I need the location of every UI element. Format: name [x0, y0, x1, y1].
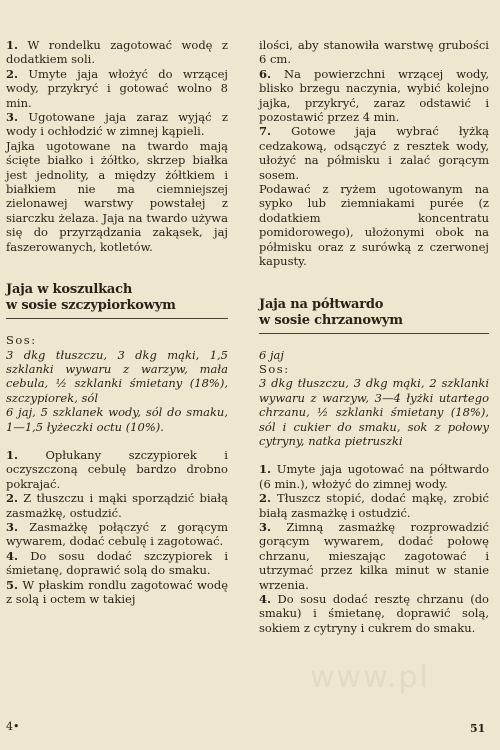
recipe-step-3: 3. Zasmażkę połączyć z gorącym wywarem, dodać cebulę i zagotować. — [6, 519, 228, 549]
recipe-step-6: 6. Na powierzchni wrzącej wody, blisko brzegu naczynia, wybić kolejno jajka, przykryć, zaraz odstawić i pozostawić przez 4 min. — [259, 66, 489, 125]
recipe-step-5: 5. W płaskim rondlu zagotować wodę z solą i octem w takiej — [6, 577, 228, 606]
intro-step-2: 2. Umyte jaja włożyć do wrzącej wody, przykryć i gotować wolno 8 min. — [6, 66, 228, 110]
recipe2-title-line2: w sosie chrzanowym — [259, 312, 403, 328]
recipe2-step-3: 3. Zimną zasmażkę rozprowadzić gorącym wywarem, dodać połowę chrzanu, mieszając zagotować i utrzymać przez kilka minut w stanie wrzenia. — [259, 519, 489, 592]
recipe-title-line1: Jaja w koszulkach — [6, 282, 133, 298]
footer-mark: 4• — [6, 720, 20, 733]
sauce-label: Sos: — [6, 333, 37, 348]
recipe2-step-4: 4. Do sosu dodać resztę chrzanu (do smaku) i śmietanę, doprawić solą, sokiem z cytryny i cukrem do smaku. — [259, 592, 489, 635]
sauce2-ingredients: 3 dkg tłuszczu, 3 dkg mąki, 2 szklanki wywaru z warzyw, 3—4 łyżki utartego chrzanu, ½ szklanki śmietany (18%), sól i cukier do smaku, sok z połowy cytryny, natka pietruszki — [259, 376, 489, 448]
intro-step-1: 1. W rondelku zagotować wodę z dodatkiem soli. — [6, 38, 228, 67]
recipe-step-2: 2. Z tłuszczu i mąki sporządzić białą zasmażkę, ostudzić. — [6, 491, 228, 520]
recipe-step-1: 1. Opłukany szczypiorek i oczyszczoną cebulę bardzo drobno pokrajać. — [6, 447, 228, 491]
serving-note: Podawać z ryżem ugotowanym na sypko lub ziemniakami purée (z dodatkiem koncentratu pomidorowego), ułożonymi obok na półmisku oraz z surówką z czerwonej kapusty. — [259, 182, 489, 269]
left-column — [6, 38, 228, 606]
recipe-title-line2: w sosie szczypiorkowym — [6, 298, 176, 314]
main-ingredients: 6 jaj, 5 szklanek wody, sól do smaku, 1—1,5 łyżeczki octu (10%). — [6, 405, 228, 434]
recipe-step-7: 7. Gotowe jaja wybrać łyżką cedzakową, odsączyć z resztek wody, ułożyć na półmisku i zalać gorącym sosem. — [259, 124, 489, 182]
portion: 6 jaj — [259, 347, 284, 362]
recipe-step-4: 4. Do sosu dodać szczypiorek i śmietanę, doprawić solą do smaku. — [6, 548, 228, 578]
continued-text: ilości, aby stanowiła warstwę grubości 6 cm. — [259, 38, 489, 67]
page-number: 51 — [470, 722, 486, 735]
recipe2-title-line1: Jaja na półtwardo — [259, 296, 384, 312]
sauce2-label: Sos: — [259, 361, 290, 376]
watermark: www.pl — [310, 660, 430, 695]
right-column — [259, 38, 489, 635]
recipe2-step-2: 2. Tłuszcz stopić, dodać mąkę, zrobić białą zasmażkę i ostudzić. — [259, 491, 489, 520]
intro-note: Jajka ugotowane na twardo mają ścięte białko i żółtko, skrzep białka jest jednolity, a między żółtkiem i białkiem nie ma ciemniejszej zielonawej warstwy powstałej z siarczku żelaza. Jaja na twardo używa się do przyrządzania zakąsek, jaj faszerowanych, kotletów. — [6, 138, 228, 254]
intro-step-3: 3. Ugotowane jaja zaraz wyjąć z wody i ochłodzić w zimnej kąpieli. — [6, 110, 228, 139]
sauce-ingredients: 3 dkg tłuszczu, 3 dkg mąki, 1,5 szklanki wywaru z warzyw, mała cebula, ½ szklanki śmietany (18%), szczypiorek, sól — [6, 347, 228, 405]
recipe2-step-1: 1. Umyte jaja ugotować na półtwardo (6 min.), włożyć do zimnej wody. — [259, 462, 489, 491]
